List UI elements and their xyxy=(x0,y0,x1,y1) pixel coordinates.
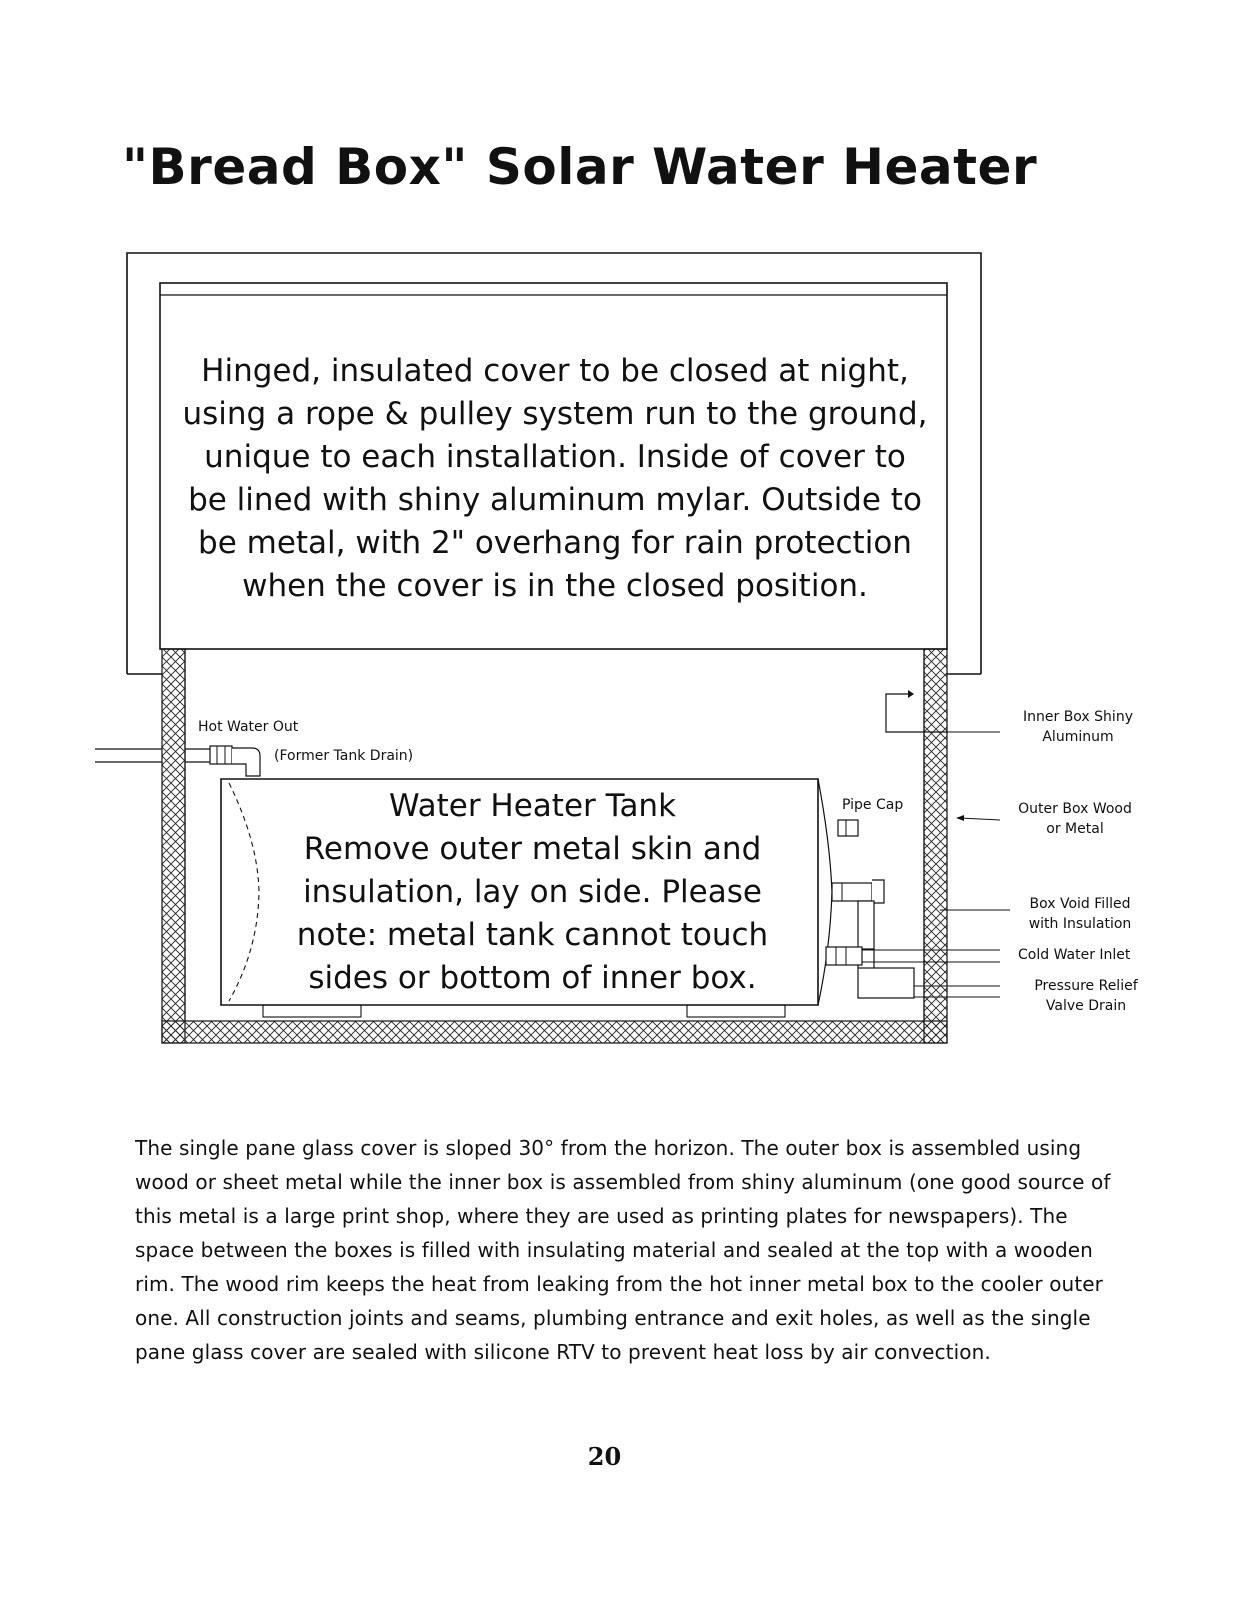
tank-support-left xyxy=(263,1005,361,1017)
label-line: with Insulation xyxy=(1028,916,1132,932)
page-title: "Bread Box" Solar Water Heater xyxy=(122,138,1038,196)
label-line: Box Void Filled xyxy=(1029,896,1131,912)
insulation-right-wall xyxy=(924,649,947,1043)
tank-description xyxy=(265,785,800,1000)
label-cold-water-inlet: Cold Water Inlet xyxy=(1018,947,1131,963)
cover-line: unique to each installation. Inside of cover to xyxy=(204,439,906,475)
hot-water-fitting xyxy=(210,746,232,764)
pipe-cap xyxy=(838,820,858,836)
cover-line: be metal, with 2" overhang for rain protection xyxy=(198,525,912,561)
label-outer-box xyxy=(1005,799,1145,839)
insulation-left-wall xyxy=(162,649,185,1043)
cold-water-fitting xyxy=(826,947,862,965)
tank-line: Remove outer metal skin and xyxy=(303,831,762,867)
cover-description xyxy=(165,350,945,608)
tank-title: Water Heater Tank xyxy=(388,788,677,824)
label-hot-water-out: Hot Water Out xyxy=(198,719,299,735)
label-pressure-relief xyxy=(1016,976,1156,1016)
insulation-bottom xyxy=(162,1021,947,1043)
hot-water-elbow xyxy=(232,748,260,776)
cover-line: when the cover is in the closed position. xyxy=(242,568,868,604)
label-line: Inner Box Shiny xyxy=(1023,709,1133,725)
label-pipe-cap: Pipe Cap xyxy=(842,797,904,813)
page-number: 20 xyxy=(587,1442,622,1471)
label-line: Aluminum xyxy=(1042,729,1114,745)
cover-line: be lined with shiny aluminum mylar. Outside to xyxy=(188,482,922,518)
tank-line: insulation, lay on side. Please xyxy=(303,874,762,910)
tank-support-right xyxy=(687,1005,785,1017)
body-paragraph: The single pane glass cover is sloped 30° from the horizon. The outer box is assembled using wood or sheet metal while the inner box is assembled from shiny aluminum (one good source of this metal is a large print shop, where they are used as printing plates for newspapers). The space between the boxes is filled with insulating material and sealed at the top with a wooden rim. The wood rim keeps the heat from leaking from the hot inner metal box to the cooler outer one. All construction joints and seams, plumbing entrance and exit holes, as well as the single pane glass cover are sealed with silicone RTV to prevent heat loss by air convection. xyxy=(135,1136,1111,1364)
label-inner-box xyxy=(1008,707,1148,747)
cover-line: using a rope & pulley system run to the ground, xyxy=(182,396,928,432)
cover-line: Hinged, insulated cover to be closed at night, xyxy=(201,353,909,389)
label-former-tank-drain: (Former Tank Drain) xyxy=(274,748,414,764)
label-line: Pressure Relief xyxy=(1034,978,1138,994)
label-line: Valve Drain xyxy=(1045,998,1127,1014)
label-line: Outer Box Wood xyxy=(1018,801,1132,817)
label-line: or Metal xyxy=(1046,821,1104,837)
tank-line: note: metal tank cannot touch xyxy=(296,917,769,953)
tank-line: sides or bottom of inner box. xyxy=(308,960,757,996)
label-box-void xyxy=(1010,894,1150,934)
